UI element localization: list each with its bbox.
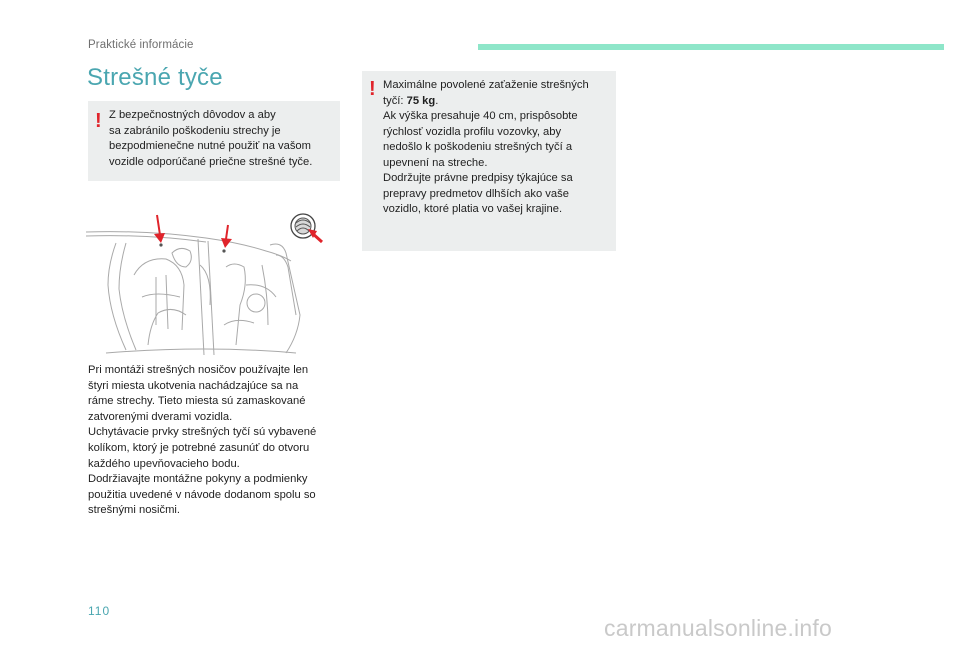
max-load-suffix: . — [435, 94, 439, 107]
max-load-label: tyčí: — [383, 94, 407, 107]
mounting-point-arrow — [154, 215, 165, 247]
text-line: Dodržiavajte montážne pokyny a podmienky — [88, 473, 308, 486]
text-line: Uchytávacie prvky strešných tyčí sú vybavené — [88, 426, 317, 439]
text-line: prepravy predmetov dlhších ako vaše — [383, 187, 569, 200]
mounting-instructions-text — [88, 363, 343, 519]
mounting-point-arrow — [221, 225, 232, 253]
watermark: carmanualsonline.info — [604, 615, 832, 641]
text-line: Pri montáži strešných nosičov používajte len — [88, 364, 309, 376]
text-line: každého upevňovacieho bodu. — [88, 457, 240, 470]
warning-exclamation-icon: ! — [369, 78, 376, 100]
text-line: strešnými nosičmi. — [88, 504, 181, 517]
max-load-line — [383, 94, 611, 110]
load-warning-box — [362, 71, 616, 251]
text-line: kolíkom, ktorý je potrebné zasunúť do otvoru — [88, 441, 310, 454]
text-line: ráme strechy. Tieto miesta sú zamaskované — [88, 395, 306, 408]
safety-warning-box — [88, 101, 340, 181]
text-line: nedošlo k poškodeniu strešných tyčí a — [383, 141, 573, 153]
mounting-point-detail-inset — [291, 214, 322, 242]
load-warning-text — [383, 78, 611, 218]
text-line: Maximálne povolené zaťaženie strešných — [383, 79, 589, 91]
car-outline-drawing — [86, 232, 300, 355]
page-title: Strešné tyče — [87, 64, 223, 91]
text-line: bezpodmienečne nutné použiť na vašom — [109, 140, 311, 152]
text-line: Dodržujte právne predpisy týkajúce sa — [383, 172, 573, 184]
warning-exclamation-icon: ! — [95, 110, 102, 132]
roof-rack-mounting-points-illustration — [86, 205, 341, 355]
max-load-value: 75 kg — [406, 94, 436, 107]
text-line: rýchlosť vozidla profilu vozovky, aby — [383, 125, 562, 138]
text-line: zatvorenými dverami vozidla. — [88, 410, 233, 423]
text-line: upevnení na streche. — [383, 156, 488, 169]
text-line: štyri miesta ukotvenia nachádzajúce sa na — [88, 379, 299, 392]
safety-warning-text — [109, 108, 335, 170]
text-line: Ak výška presahuje 40 cm, prispôsobte — [383, 110, 578, 122]
page-number: 110 — [88, 604, 111, 618]
text-line: vozidlo, ktoré platia vo vašej krajine. — [383, 203, 563, 215]
header-accent-bar — [478, 44, 944, 50]
section-header: Praktické informácie — [88, 39, 194, 51]
text-line: sa zabránilo poškodeniu strechy je — [109, 124, 281, 137]
text-line: použitia uvedené v návode dodanom spolu so — [88, 488, 316, 501]
text-line: Z bezpečnostných dôvodov a aby — [109, 109, 276, 121]
text-line: vozidle odporúčané priečne strešné tyče. — [109, 155, 313, 168]
